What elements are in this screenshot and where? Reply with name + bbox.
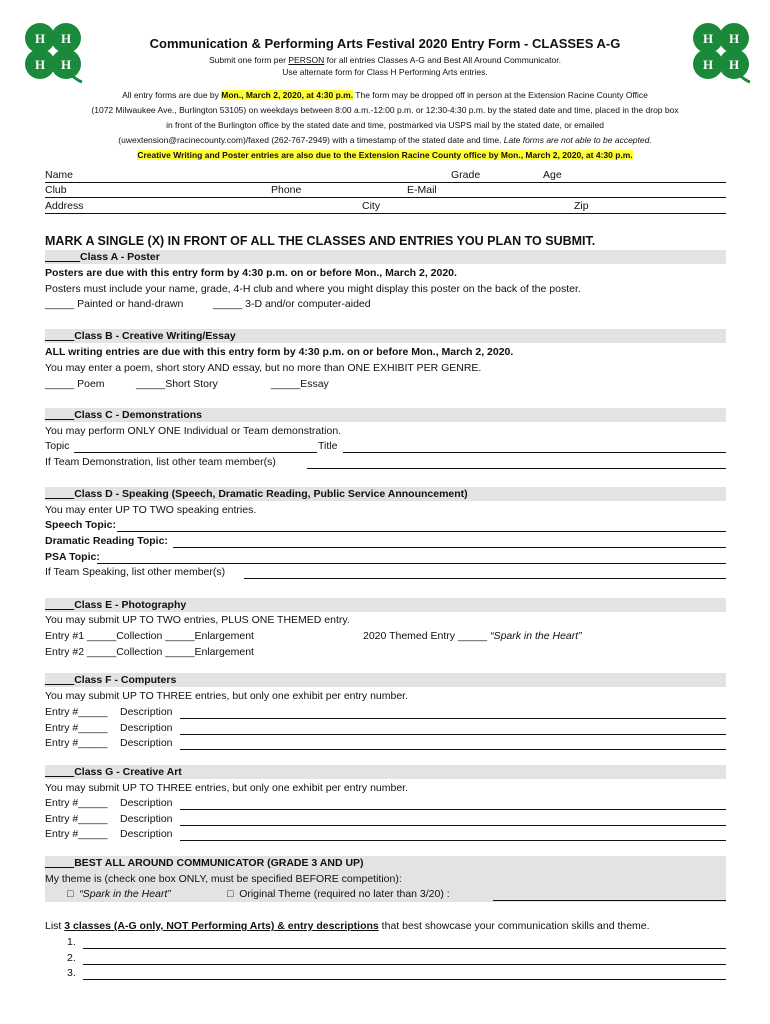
- title-input[interactable]: [343, 452, 726, 453]
- list-instruction: List 3 classes (A-G only, NOT Performing Arts) & entry descriptions that best showcase your communication skills and theme.: [45, 920, 650, 932]
- name-row[interactable]: [45, 168, 726, 183]
- description-input[interactable]: [180, 840, 726, 841]
- art-entry-row[interactable]: [45, 812, 726, 826]
- themed-entry[interactable]: 2020 Themed Entry _____ “Spark in the Heart”: [363, 630, 582, 642]
- description-input[interactable]: [180, 825, 726, 826]
- subtitle-line-1: Submit one form per PERSON for all entries Classes A-G and Best All Around Communicator.: [209, 55, 561, 65]
- topic-label: Topic: [45, 440, 70, 452]
- svg-text:H: H: [728, 57, 740, 72]
- class-g-line-1: You may submit UP TO THREE entries, but only one exhibit per entry number.: [45, 782, 409, 794]
- topic-title-row[interactable]: [45, 439, 726, 453]
- team-speaking-label: If Team Speaking, list other member(s): [45, 566, 226, 578]
- class-c-header[interactable]: _____Class C - Demonstrations: [45, 408, 726, 422]
- spark-theme-option[interactable]: □ “Spark in the Heart”: [67, 888, 171, 900]
- art-entry-row[interactable]: [45, 827, 726, 841]
- class-f-line-1: You may submit UP TO THREE entries, but only one exhibit per entry number.: [45, 690, 409, 702]
- short-story-option[interactable]: _____Short Story: [136, 378, 218, 390]
- topic-input[interactable]: [74, 452, 317, 453]
- subtitle-line-2: Use alternate form for Class H Performing Arts entries.: [282, 67, 488, 77]
- due-info-line-5: Creative Writing and Poster entries are also due to the Extension Racine County office by Mon., March 2, 2020, at 4:30 p.m.: [137, 150, 633, 160]
- 3d-option[interactable]: _____ 3-D and/or computer-aided: [213, 298, 371, 310]
- description-label: Description: [120, 797, 173, 809]
- svg-text:H: H: [702, 31, 714, 46]
- speech-topic-input[interactable]: [117, 531, 726, 532]
- checkbox-icon[interactable]: □: [227, 888, 234, 900]
- speech-topic-row[interactable]: [45, 518, 726, 532]
- description-input[interactable]: [180, 809, 726, 810]
- svg-text:H: H: [702, 57, 714, 72]
- poem-option[interactable]: _____ Poem: [45, 378, 105, 390]
- photo-entry-1[interactable]: Entry #1 _____Collection _____Enlargement: [45, 630, 254, 642]
- computer-entry-row[interactable]: [45, 736, 726, 750]
- entry-number[interactable]: Entry #_____: [45, 813, 108, 825]
- class-a-line-1: Posters are due with this entry form by 4:30 p.m. on or before Mon., March 2, 2020.: [45, 267, 457, 279]
- zip-label: Zip: [574, 200, 589, 212]
- class-c-line-1: You may perform ONLY ONE Individual or Team demonstration.: [45, 425, 342, 437]
- description-input[interactable]: [180, 718, 726, 719]
- city-label: City: [362, 200, 381, 212]
- checkbox-icon[interactable]: □: [67, 888, 74, 900]
- age-label: Age: [543, 169, 562, 181]
- psa-topic-row[interactable]: [45, 550, 726, 564]
- entry-number[interactable]: Entry #_____: [45, 722, 108, 734]
- team-demo-label: If Team Demonstration, list other team member(s): [45, 456, 276, 468]
- theme-options-row[interactable]: [45, 887, 726, 901]
- svg-text:H: H: [60, 31, 72, 46]
- class-e-header[interactable]: _____Class E - Photography: [45, 598, 726, 612]
- class-b-header[interactable]: _____Class B - Creative Writing/Essay: [45, 329, 726, 343]
- description-label: Description: [120, 737, 173, 749]
- team-speaking-input[interactable]: [244, 578, 726, 579]
- description-input[interactable]: [180, 749, 726, 750]
- team-demo-input[interactable]: [307, 468, 726, 469]
- team-demo-row[interactable]: [45, 455, 726, 469]
- photo-entry-2[interactable]: Entry #2 _____Collection _____Enlargement: [45, 646, 254, 658]
- dramatic-reading-row[interactable]: [45, 534, 726, 548]
- class-e-line-1: You may submit UP TO TWO entries, PLUS ONE THEMED entry.: [45, 614, 350, 626]
- computer-entry-row[interactable]: [45, 705, 726, 719]
- painted-option[interactable]: _____ Painted or hand-drawn: [45, 298, 184, 310]
- due-info-line-3: in front of the Burlington office by the stated date and time, postmarked via USPS mail by the stated date, or emailed: [166, 120, 604, 130]
- class-d-line-1: You may enter UP TO TWO speaking entries.: [45, 504, 257, 516]
- psa-topic-label: PSA Topic:: [45, 551, 100, 563]
- class-b-options[interactable]: [45, 377, 726, 391]
- svg-text:H: H: [60, 57, 72, 72]
- title-label: Title: [318, 440, 338, 452]
- entry-number[interactable]: Entry #_____: [45, 828, 108, 840]
- svg-text:H: H: [34, 57, 46, 72]
- class-d-header[interactable]: _____Class D - Speaking (Speech, Dramatic Reading, Public Service Announcement): [45, 487, 726, 501]
- due-info-line-2: (1072 Milwaukee Ave., Burlington 53105) on weekdays between 8:00 a.m.-12:00 p.m. or 12:30-4:30 p.m. by the stated date and time, placed in the drop box: [91, 105, 679, 115]
- class-a-line-2: Posters must include your name, grade, 4-H club and where you might display this poster on the back of the poster.: [45, 283, 581, 295]
- class-b-line-1: ALL writing entries are due with this entry form by 4:30 p.m. on or before Mon., March 2, 2020.: [45, 346, 514, 358]
- description-label: Description: [120, 813, 173, 825]
- list-entry-2[interactable]: 2.: [45, 951, 726, 965]
- club-row[interactable]: [45, 183, 726, 198]
- art-entry-row[interactable]: [45, 796, 726, 810]
- speech-topic-label: Speech Topic:: [45, 519, 116, 531]
- photo-entry-1-row[interactable]: [45, 629, 726, 643]
- dramatic-reading-input[interactable]: [173, 547, 726, 548]
- list-entry-1[interactable]: 1.: [45, 935, 726, 949]
- name-label: Name: [45, 169, 74, 181]
- email-label: E-Mail: [407, 184, 437, 196]
- original-theme-input[interactable]: [493, 900, 726, 901]
- svg-text:H: H: [34, 31, 46, 46]
- entry-number[interactable]: Entry #_____: [45, 797, 108, 809]
- theme-instruction: My theme is (check one box ONLY, must be specified BEFORE competition):: [45, 873, 402, 885]
- team-speaking-row[interactable]: [45, 565, 726, 579]
- club-label: Club: [45, 184, 67, 196]
- grade-label: Grade: [451, 169, 481, 181]
- dramatic-reading-label: Dramatic Reading Topic:: [45, 535, 168, 547]
- due-info-line-1: All entry forms are due by Mon., March 2, 2020, at 4:30 p.m. The form may be dropped off in person at the Extension Racine County Office: [122, 90, 648, 100]
- class-a-header[interactable]: ______Class A - Poster: [45, 250, 726, 264]
- description-input[interactable]: [180, 734, 726, 735]
- class-f-header[interactable]: _____Class F - Computers: [45, 673, 726, 687]
- svg-text:H: H: [728, 31, 740, 46]
- form-title: Communication & Performing Arts Festival 2020 Entry Form - CLASSES A-G: [149, 36, 621, 51]
- list-entry-input[interactable]: [83, 979, 726, 980]
- mark-instruction: MARK A SINGLE (X) IN FRONT OF ALL THE CLASSES AND ENTRIES YOU PLAN TO SUBMIT.: [45, 234, 596, 248]
- address-label: Address: [45, 200, 84, 212]
- entry-number[interactable]: Entry #_____: [45, 706, 108, 718]
- description-label: Description: [120, 722, 173, 734]
- description-label: Description: [120, 828, 173, 840]
- entry-number[interactable]: Entry #_____: [45, 737, 108, 749]
- psa-topic-input[interactable]: [97, 563, 726, 564]
- best-all-around-header[interactable]: _____BEST ALL AROUND COMMUNICATOR (GRADE 3 AND UP): [45, 857, 364, 869]
- list-entry-input[interactable]: [83, 948, 726, 949]
- description-label: Description: [120, 706, 173, 718]
- computer-entry-row[interactable]: [45, 721, 726, 735]
- list-entry-3[interactable]: 3.: [45, 966, 726, 980]
- list-entry-input[interactable]: [83, 964, 726, 965]
- original-theme-option[interactable]: □ Original Theme (required no later than 3/20) :: [227, 888, 450, 900]
- class-a-options[interactable]: [45, 297, 726, 311]
- address-row[interactable]: [45, 199, 726, 214]
- class-g-header[interactable]: _____Class G - Creative Art: [45, 765, 726, 779]
- class-b-line-2: You may enter a poem, short story AND essay, but no more than ONE EXHIBIT PER GENRE.: [45, 362, 482, 374]
- phone-label: Phone: [271, 184, 302, 196]
- essay-option[interactable]: _____Essay: [271, 378, 329, 390]
- due-info-line-4: (uwextension@racinecounty.com)/faxed (262-767-2949) with a timestamp of the stated date and time. Late forms are not able to be accepted.: [118, 135, 652, 145]
